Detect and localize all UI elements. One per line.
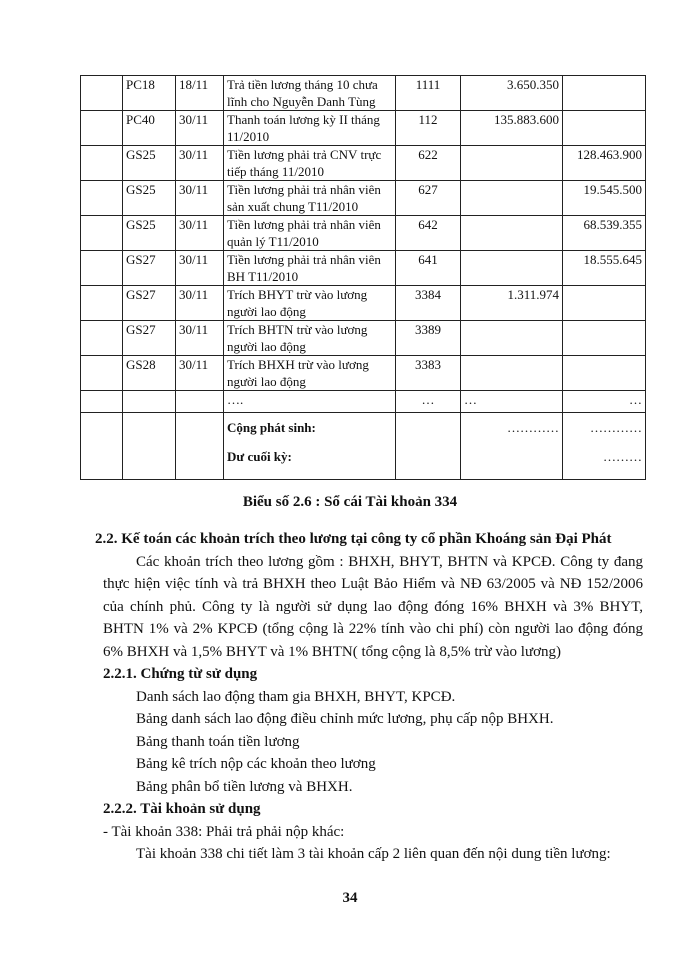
contra-account: 627 xyxy=(396,181,461,216)
ledger-table xyxy=(80,75,646,480)
debit-amount xyxy=(461,181,563,216)
contra-account: 642 xyxy=(396,216,461,251)
doc-date: 30/11 xyxy=(176,286,224,321)
ledger-row xyxy=(81,321,646,356)
doc-date: 30/11 xyxy=(176,111,224,146)
doc-date: 30/11 xyxy=(176,146,224,181)
credit-arising: ………… xyxy=(590,420,642,435)
debit-arising: ………… xyxy=(507,420,559,435)
ledger-row xyxy=(81,216,646,251)
contra-account: 3389 xyxy=(396,321,461,356)
document-item: Bảng kê trích nộp các khoản theo lương xyxy=(136,756,376,772)
table-caption: Biểu số 2.6 : Sổ cái Tài khoản 334 xyxy=(242,494,458,510)
credit-amount xyxy=(563,111,646,146)
credit-closing: ……… xyxy=(603,449,642,464)
debit-amount xyxy=(461,356,563,391)
debit-amount: 1.311.974 xyxy=(461,286,563,321)
description: Tiền lương phải trả CNV trực tiếp tháng 11/2010 xyxy=(224,146,396,181)
blank-cell xyxy=(81,216,123,251)
debit-amount xyxy=(461,146,563,181)
ledger-row xyxy=(81,181,646,216)
blank-cell xyxy=(81,111,123,146)
ellipsis-row xyxy=(81,391,646,413)
totals-row xyxy=(81,413,646,480)
section-heading: 2.2. Kế toán các khoản trích theo lương tại công ty cổ phần Khoáng sản Đại Phát xyxy=(95,531,612,547)
ellipsis-credit: … xyxy=(563,391,646,413)
totals-labels xyxy=(224,413,396,480)
doc-date: 30/11 xyxy=(176,181,224,216)
doc-date: 30/11 xyxy=(176,321,224,356)
doc-number: GS25 xyxy=(123,181,176,216)
description: Trích BHTN trừ vào lương người lao động xyxy=(224,321,396,356)
blank-cell xyxy=(81,181,123,216)
ledger-row xyxy=(81,251,646,286)
debit-amount: 3.650.350 xyxy=(461,76,563,111)
description: Tiền lương phải trả nhân viên BH T11/2010 xyxy=(224,251,396,286)
credit-amount xyxy=(563,76,646,111)
debit-amount xyxy=(461,321,563,356)
blank-cell xyxy=(81,146,123,181)
credit-amount xyxy=(563,286,646,321)
debit-totals xyxy=(461,413,563,480)
section-intro: Các khoản trích theo lương gồm : BHXH, BHYT, BHTN và KPCĐ. Công ty đang thực hiện việc tính và trả BHXH theo Luật Bảo Hiểm và NĐ 63/2005 và NĐ 152/2006 của chính phủ. Công ty là người sử dụng lao động đóng 16% BHXH và 3% BHYT, BHTN 1% và 2% KPCĐ (tổng cộng là 22% tính vào chi phí) còn người lao động đóng 6% BHXH và 1,5% BHYT và 1% BHTN( tổng cộng là 8,5% trừ vào lương) xyxy=(103,553,643,660)
contra-account: 1111 xyxy=(396,76,461,111)
description: Trích BHYT trừ vào lương người lao động xyxy=(224,286,396,321)
debit-amount xyxy=(461,216,563,251)
credit-totals xyxy=(563,413,646,480)
description: Tiền lương phải trả nhân viên sản xuất chung T11/2010 xyxy=(224,181,396,216)
debit-amount xyxy=(461,251,563,286)
contra-account: 641 xyxy=(396,251,461,286)
blank-cell xyxy=(81,76,123,111)
doc-number: GS25 xyxy=(123,146,176,181)
ledger-row xyxy=(81,356,646,391)
ellipsis-acc: … xyxy=(396,391,461,413)
ledger-row xyxy=(81,286,646,321)
document-item: Bảng danh sách lao động điều chỉnh mức lương, phụ cấp nộp BHXH. xyxy=(136,711,554,727)
doc-number: GS27 xyxy=(123,251,176,286)
ellipsis-desc: …. xyxy=(224,391,396,413)
blank-cell xyxy=(81,286,123,321)
credit-amount: 68.539.355 xyxy=(563,216,646,251)
contra-account: 3383 xyxy=(396,356,461,391)
ledger-body xyxy=(81,76,646,480)
ledger-row xyxy=(81,76,646,111)
ledger-row xyxy=(81,111,646,146)
blank-cell xyxy=(81,356,123,391)
doc-date: 30/11 xyxy=(176,251,224,286)
account-338-detail: Tài khoản 338 chi tiết làm 3 tài khoản cấp 2 liên quan đến nội dung tiền lương: xyxy=(136,846,611,862)
doc-number: PC18 xyxy=(123,76,176,111)
doc-date: 30/11 xyxy=(176,216,224,251)
closing-label: Dư cuối kỳ: xyxy=(227,449,292,464)
description: Thanh toán lương kỳ II tháng 11/2010 xyxy=(224,111,396,146)
credit-amount xyxy=(563,321,646,356)
doc-number: GS25 xyxy=(123,216,176,251)
description: Tiền lương phải trả nhân viên quản lý T11/2010 xyxy=(224,216,396,251)
page-number: 34 xyxy=(342,890,358,906)
doc-number: GS27 xyxy=(123,321,176,356)
subsection-2-heading: 2.2.2. Tài khoản sử dụng xyxy=(103,801,261,817)
subsection-1-heading: 2.2.1. Chứng từ sử dụng xyxy=(103,666,258,682)
blank-cell xyxy=(81,251,123,286)
doc-number: PC40 xyxy=(123,111,176,146)
doc-date: 30/11 xyxy=(176,356,224,391)
credit-amount: 128.463.900 xyxy=(563,146,646,181)
account-338-line: - Tài khoản 338: Phải trả phải nộp khác: xyxy=(103,823,345,840)
credit-amount: 18.555.645 xyxy=(563,251,646,286)
contra-account: 3384 xyxy=(396,286,461,321)
ellipsis-debit: … xyxy=(461,391,563,413)
debit-amount: 135.883.600 xyxy=(461,111,563,146)
arising-label: Cộng phát sinh: xyxy=(227,420,316,435)
description: Trích BHXH trừ vào lương người lao động xyxy=(224,356,396,391)
doc-date: 18/11 xyxy=(176,76,224,111)
description: Trả tiền lương tháng 10 chưa lĩnh cho Nguyễn Danh Tùng xyxy=(224,76,396,111)
credit-amount: 19.545.500 xyxy=(563,181,646,216)
credit-amount xyxy=(563,356,646,391)
section-body xyxy=(95,528,643,866)
ledger-row xyxy=(81,146,646,181)
blank-cell xyxy=(81,321,123,356)
contra-account: 112 xyxy=(396,111,461,146)
document-item: Bảng thanh toán tiền lương xyxy=(136,733,300,750)
doc-number: GS28 xyxy=(123,356,176,391)
contra-account: 622 xyxy=(396,146,461,181)
doc-number: GS27 xyxy=(123,286,176,321)
document-item: Danh sách lao động tham gia BHXH, BHYT, KPCĐ. xyxy=(136,688,456,705)
documents-list xyxy=(103,686,643,799)
document-item: Bảng phân bổ tiền lương và BHXH. xyxy=(136,778,353,795)
